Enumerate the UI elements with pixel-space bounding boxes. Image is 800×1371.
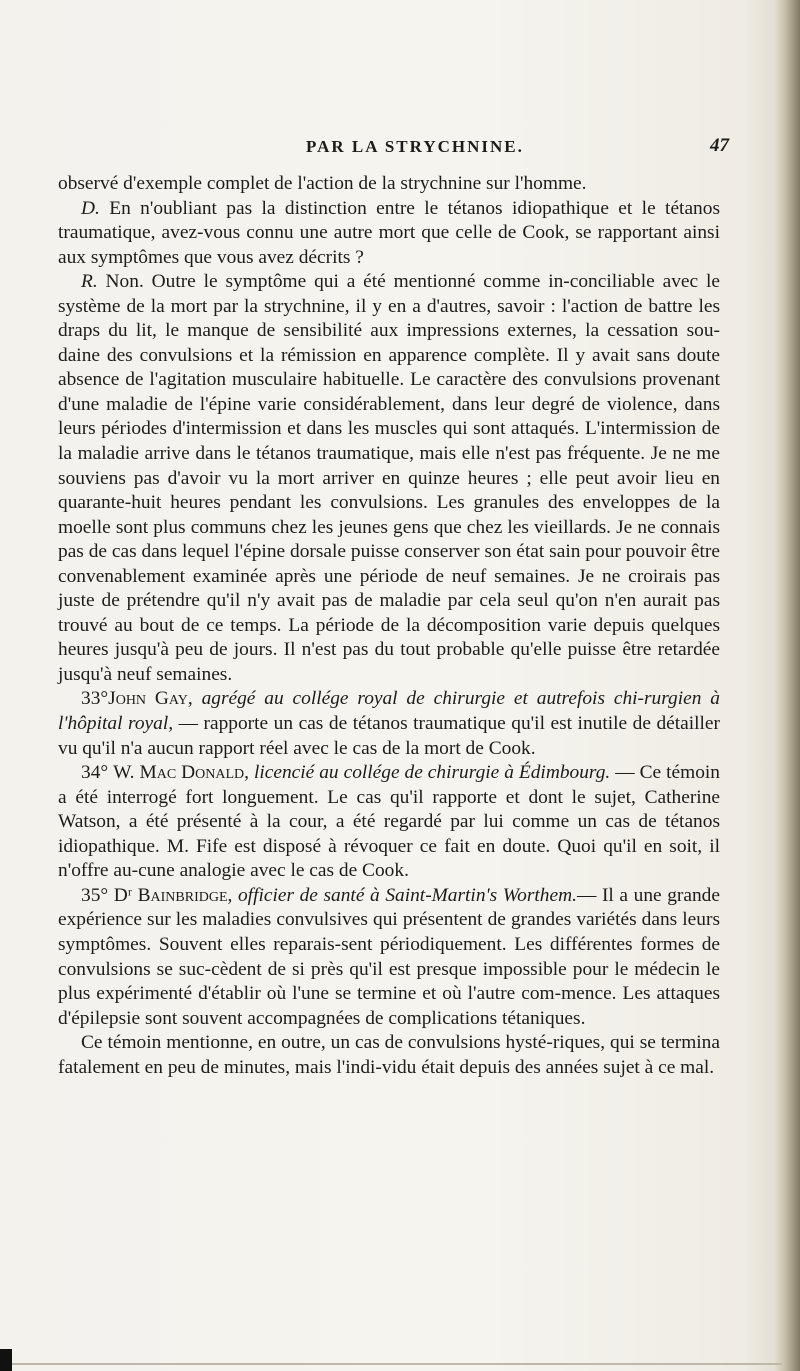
- witness-34-title: licencié au collége de chirurgie à Édimbourg.: [253, 762, 611, 784]
- witness-33-title: agrégé au collége royal de chirurgie et autrefois chi-rurgien à l'hôpital royal,: [58, 688, 720, 735]
- final-text: Ce témoin mentionne, en outre, un cas de convulsions hysté-riques, qui se termina fatalement en peu de minutes, mais l'indi-vidu était depuis des années sujet à ce mal.: [58, 1032, 720, 1078]
- witness-35-text: — Il a une grande expérience sur les maladies convulsives qui présentent de grandes variétés dans leurs symptômes. Souvent elles reparais-sent périodiquement. Les différentes formes de convulsions se suc-cèdent de si près qu'il est presque impossible pour le médecin le plus expérimenté d'établir où l'une se termine et où l'autre com-mence. Les attaques d'épilepsie sont souvent accompagnées de complications tétaniques.: [58, 884, 720, 1029]
- witness-35-name: Dʳ Bainbridge,: [113, 884, 233, 906]
- question-label: D.: [81, 197, 100, 219]
- witness-35-number: 35°: [81, 884, 109, 906]
- page-number: 47: [710, 135, 729, 156]
- witness-33-name: John Gay,: [108, 688, 193, 710]
- paragraph-question: [58, 197, 720, 271]
- question-text: En n'oubliant pas la distinction entre le tétanos idiopathique et le tétanos traumatique, avez-vous connu une autre mort que celle de Cook, se rapportant ainsi aux symptômes que vous avez décrits ?: [58, 197, 720, 268]
- paragraph-answer: [58, 270, 720, 687]
- witness-33-number: 33°: [81, 688, 109, 710]
- scan-edge-mark: [0, 1349, 12, 1371]
- witness-34-name: W. Mac Donald,: [113, 762, 249, 784]
- page-edge-shadow: [774, 0, 800, 1371]
- witness-33-text: — rapporte un cas de tétanos traumatique qu'il est inutile de détailler vu qu'il n'a aucun rapport réel avec le cas de la mort de Cook.: [58, 713, 720, 759]
- paragraph-1: [58, 172, 720, 197]
- witness-34-number: 34°: [81, 762, 109, 784]
- answer-label: R.: [81, 271, 98, 293]
- body-text: [58, 172, 720, 1080]
- running-head: PAR LA STRYCHNINE.: [306, 137, 524, 156]
- witness-34-text: — Ce témoin a été interrogé fort longuement. Le cas qu'il rapporte et dont le sujet, Catherine Watson, a été présenté à la cour, a été regardé par lui comme un cas de tétanos idiopathique. M. Fife est disposé à révoquer ce fait en doute. Quoi qu'il en soit, il n'offre au-cune analogie avec le cas de Cook.: [58, 762, 720, 882]
- paragraph-witness-34: [58, 761, 720, 884]
- witness-35-title: officier de santé à Saint-Martin's Worthem.: [237, 884, 577, 906]
- paragraph-final: [58, 1031, 720, 1080]
- page-header: [0, 135, 800, 163]
- paragraph-1-text: observé d'exemple complet de l'action de la strychnine sur l'homme.: [58, 173, 587, 194]
- answer-text: Non. Outre le symptôme qui a été mentionné comme in-conciliable avec le système de la mort par la strychnine, il y en a d'autres, savoir : l'action de battre les draps du lit, le manque de sensibilité aux impressions externes, la cessation sou-daine des convulsions et la rémission en apparence complète. Il y avait sans doute absence de l'agitation musculaire habituelle. Le caractère des convulsions provenant d'une maladie de l'épine varie considérablement, dans leur degré de violence, dans leurs périodes d'intermission et dans les muscles qui sont attaqués. L'intermission de la maladie arrive dans le tétanos traumatique, mais elle n'est pas fréquente. Je ne me souviens pas d'avoir vu la mort arriver en quinze heures ; elle peut avoir lieu en quarante-huit heures pendant les convulsions. Les granules des enveloppes de la moelle sont plus communs chez les jeunes gens que chez les vieillards. Je ne connais pas de cas dans lequel l'épine dorsale puisse conserver son état sain pour pouvoir être convenablement examinée après une période de neuf semaines. Je ne croirais pas juste de prétendre qu'il n'y avait pas de maladie par cela seul qu'on n'en aurait pas trouvé au bout de ce temps. La période de la décomposition varie depuis quelques heures jusqu'à peu de jours. Il n'est pas du tout probable qu'elle puisse être retardée jusqu'à neuf semaines.: [58, 271, 720, 685]
- page-bottom-edge: [12, 1363, 782, 1365]
- paragraph-witness-35: [58, 884, 720, 1031]
- paragraph-witness-33: [58, 687, 720, 761]
